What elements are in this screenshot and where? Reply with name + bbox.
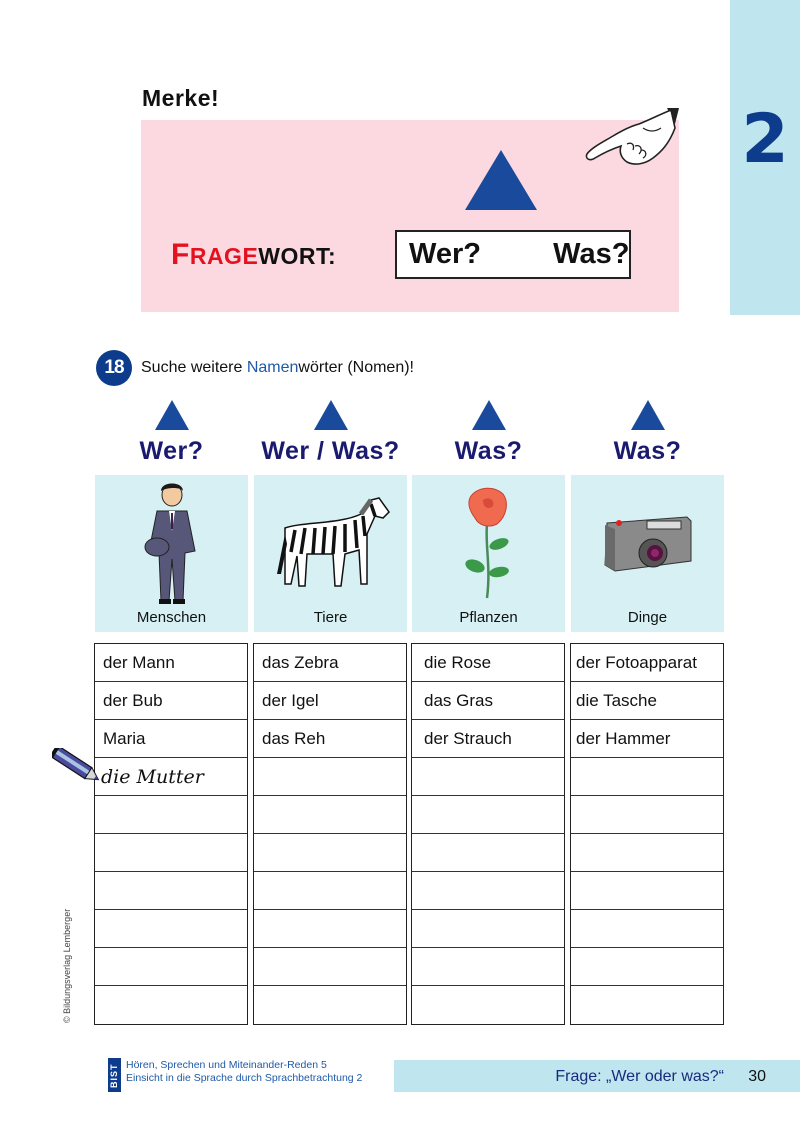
category-label: Dinge bbox=[627, 609, 668, 626]
word-cell[interactable] bbox=[95, 910, 247, 948]
word-cell[interactable] bbox=[95, 796, 247, 834]
column-question: Was? bbox=[613, 437, 682, 465]
column-header-pflanzen bbox=[412, 400, 565, 466]
word-cell[interactable]: das Gras bbox=[412, 682, 564, 720]
category-card-dinge bbox=[571, 475, 724, 632]
word-cell[interactable] bbox=[254, 872, 406, 910]
pointing-hand-icon bbox=[583, 108, 679, 170]
word-cell[interactable]: das Reh bbox=[254, 720, 406, 758]
category-label: Menschen bbox=[136, 609, 207, 626]
triangle-icon bbox=[465, 150, 537, 210]
column-question: Was? bbox=[454, 437, 523, 465]
word-cell[interactable]: der Igel bbox=[254, 682, 406, 720]
triangle-icon bbox=[314, 400, 348, 430]
word-cell[interactable]: der Fotoapparat bbox=[571, 644, 723, 682]
man-in-suit-icon bbox=[137, 481, 207, 607]
word-cell[interactable] bbox=[95, 834, 247, 872]
word-cell[interactable] bbox=[571, 986, 723, 1024]
word-cell[interactable] bbox=[571, 910, 723, 948]
word-cell[interactable] bbox=[412, 834, 564, 872]
category-card-tiere bbox=[254, 475, 407, 632]
word-cell[interactable] bbox=[95, 872, 247, 910]
word-cell[interactable] bbox=[412, 948, 564, 986]
task-number-badge: 18 bbox=[96, 350, 132, 386]
word-cell[interactable] bbox=[412, 796, 564, 834]
word-cell[interactable]: die Rose bbox=[412, 644, 564, 682]
triangle-icon bbox=[631, 400, 665, 430]
bist-badge: BIST bbox=[108, 1058, 121, 1092]
word-cell[interactable]: der Bub bbox=[95, 682, 247, 720]
word-cell[interactable]: das Zebra bbox=[254, 644, 406, 682]
category-card-menschen bbox=[95, 475, 248, 632]
column-header-menschen bbox=[95, 400, 248, 466]
word-cell[interactable] bbox=[571, 872, 723, 910]
frage-label bbox=[171, 238, 336, 272]
column-header-dinge bbox=[571, 400, 724, 466]
copyright-notice: © Bildungsverlag Lemberger bbox=[62, 908, 72, 1023]
word-cell[interactable] bbox=[571, 834, 723, 872]
word-cell[interactable] bbox=[412, 758, 564, 796]
category-label: Tiere bbox=[313, 609, 348, 626]
word-cell[interactable] bbox=[254, 986, 406, 1024]
word-cell[interactable] bbox=[254, 758, 406, 796]
word-cell-handwritten[interactable]: die Mutter bbox=[95, 758, 247, 796]
word-cell[interactable] bbox=[254, 834, 406, 872]
word-column-dinge bbox=[570, 643, 724, 1025]
word-column-pflanzen bbox=[411, 643, 565, 1025]
word-cell[interactable]: Maria bbox=[95, 720, 247, 758]
triangle-icon bbox=[472, 400, 506, 430]
footer-bar bbox=[394, 1060, 800, 1092]
word-cell[interactable] bbox=[412, 910, 564, 948]
page-number: 30 bbox=[748, 1068, 766, 1085]
triangle-icon bbox=[155, 400, 189, 430]
word-cell[interactable] bbox=[95, 948, 247, 986]
category-card-pflanzen bbox=[412, 475, 565, 632]
word-cell[interactable] bbox=[571, 796, 723, 834]
word-column-menschen bbox=[94, 643, 248, 1025]
zebra-icon bbox=[271, 494, 391, 594]
frage-label-black: WORT: bbox=[258, 243, 337, 269]
word-cell[interactable] bbox=[571, 948, 723, 986]
chapter-number: 2 bbox=[741, 100, 789, 179]
camera-icon bbox=[603, 511, 693, 577]
word-cell[interactable]: der Mann bbox=[95, 644, 247, 682]
word-cell[interactable] bbox=[412, 872, 564, 910]
word-cell[interactable]: der Hammer bbox=[571, 720, 723, 758]
word-cell[interactable]: die Tasche bbox=[571, 682, 723, 720]
chapter-tab bbox=[730, 0, 800, 315]
column-question: Wer? bbox=[139, 437, 204, 465]
word-cell[interactable] bbox=[412, 986, 564, 1024]
bist-standards: Hören, Sprechen und Miteinander-Reden 5 Einsicht in die Sprache durch Sprachbetrachtung 2 bbox=[126, 1059, 363, 1084]
merke-title: Merke! bbox=[142, 85, 220, 111]
word-cell[interactable] bbox=[571, 758, 723, 796]
word-cell[interactable] bbox=[254, 796, 406, 834]
task-instruction: Suche weitere Namenwörter (Nomen)! bbox=[141, 359, 414, 376]
column-question: Wer / Was? bbox=[261, 437, 400, 465]
column-header-tiere bbox=[254, 400, 407, 466]
answer-text: Wer? Was? bbox=[409, 238, 630, 270]
word-cell[interactable] bbox=[95, 986, 247, 1024]
word-cell[interactable]: der Strauch bbox=[412, 720, 564, 758]
word-column-tiere bbox=[253, 643, 407, 1025]
category-label: Pflanzen bbox=[459, 609, 518, 626]
word-cell[interactable] bbox=[254, 948, 406, 986]
frage-label-red: FRAGE bbox=[171, 238, 259, 271]
word-cell[interactable] bbox=[254, 910, 406, 948]
rose-icon bbox=[459, 486, 519, 602]
page-topic: Frage: „Wer oder was?“ bbox=[555, 1068, 724, 1085]
pencil-icon bbox=[52, 748, 104, 786]
answer-box bbox=[395, 230, 631, 279]
highlight-word: Namen bbox=[246, 359, 299, 376]
